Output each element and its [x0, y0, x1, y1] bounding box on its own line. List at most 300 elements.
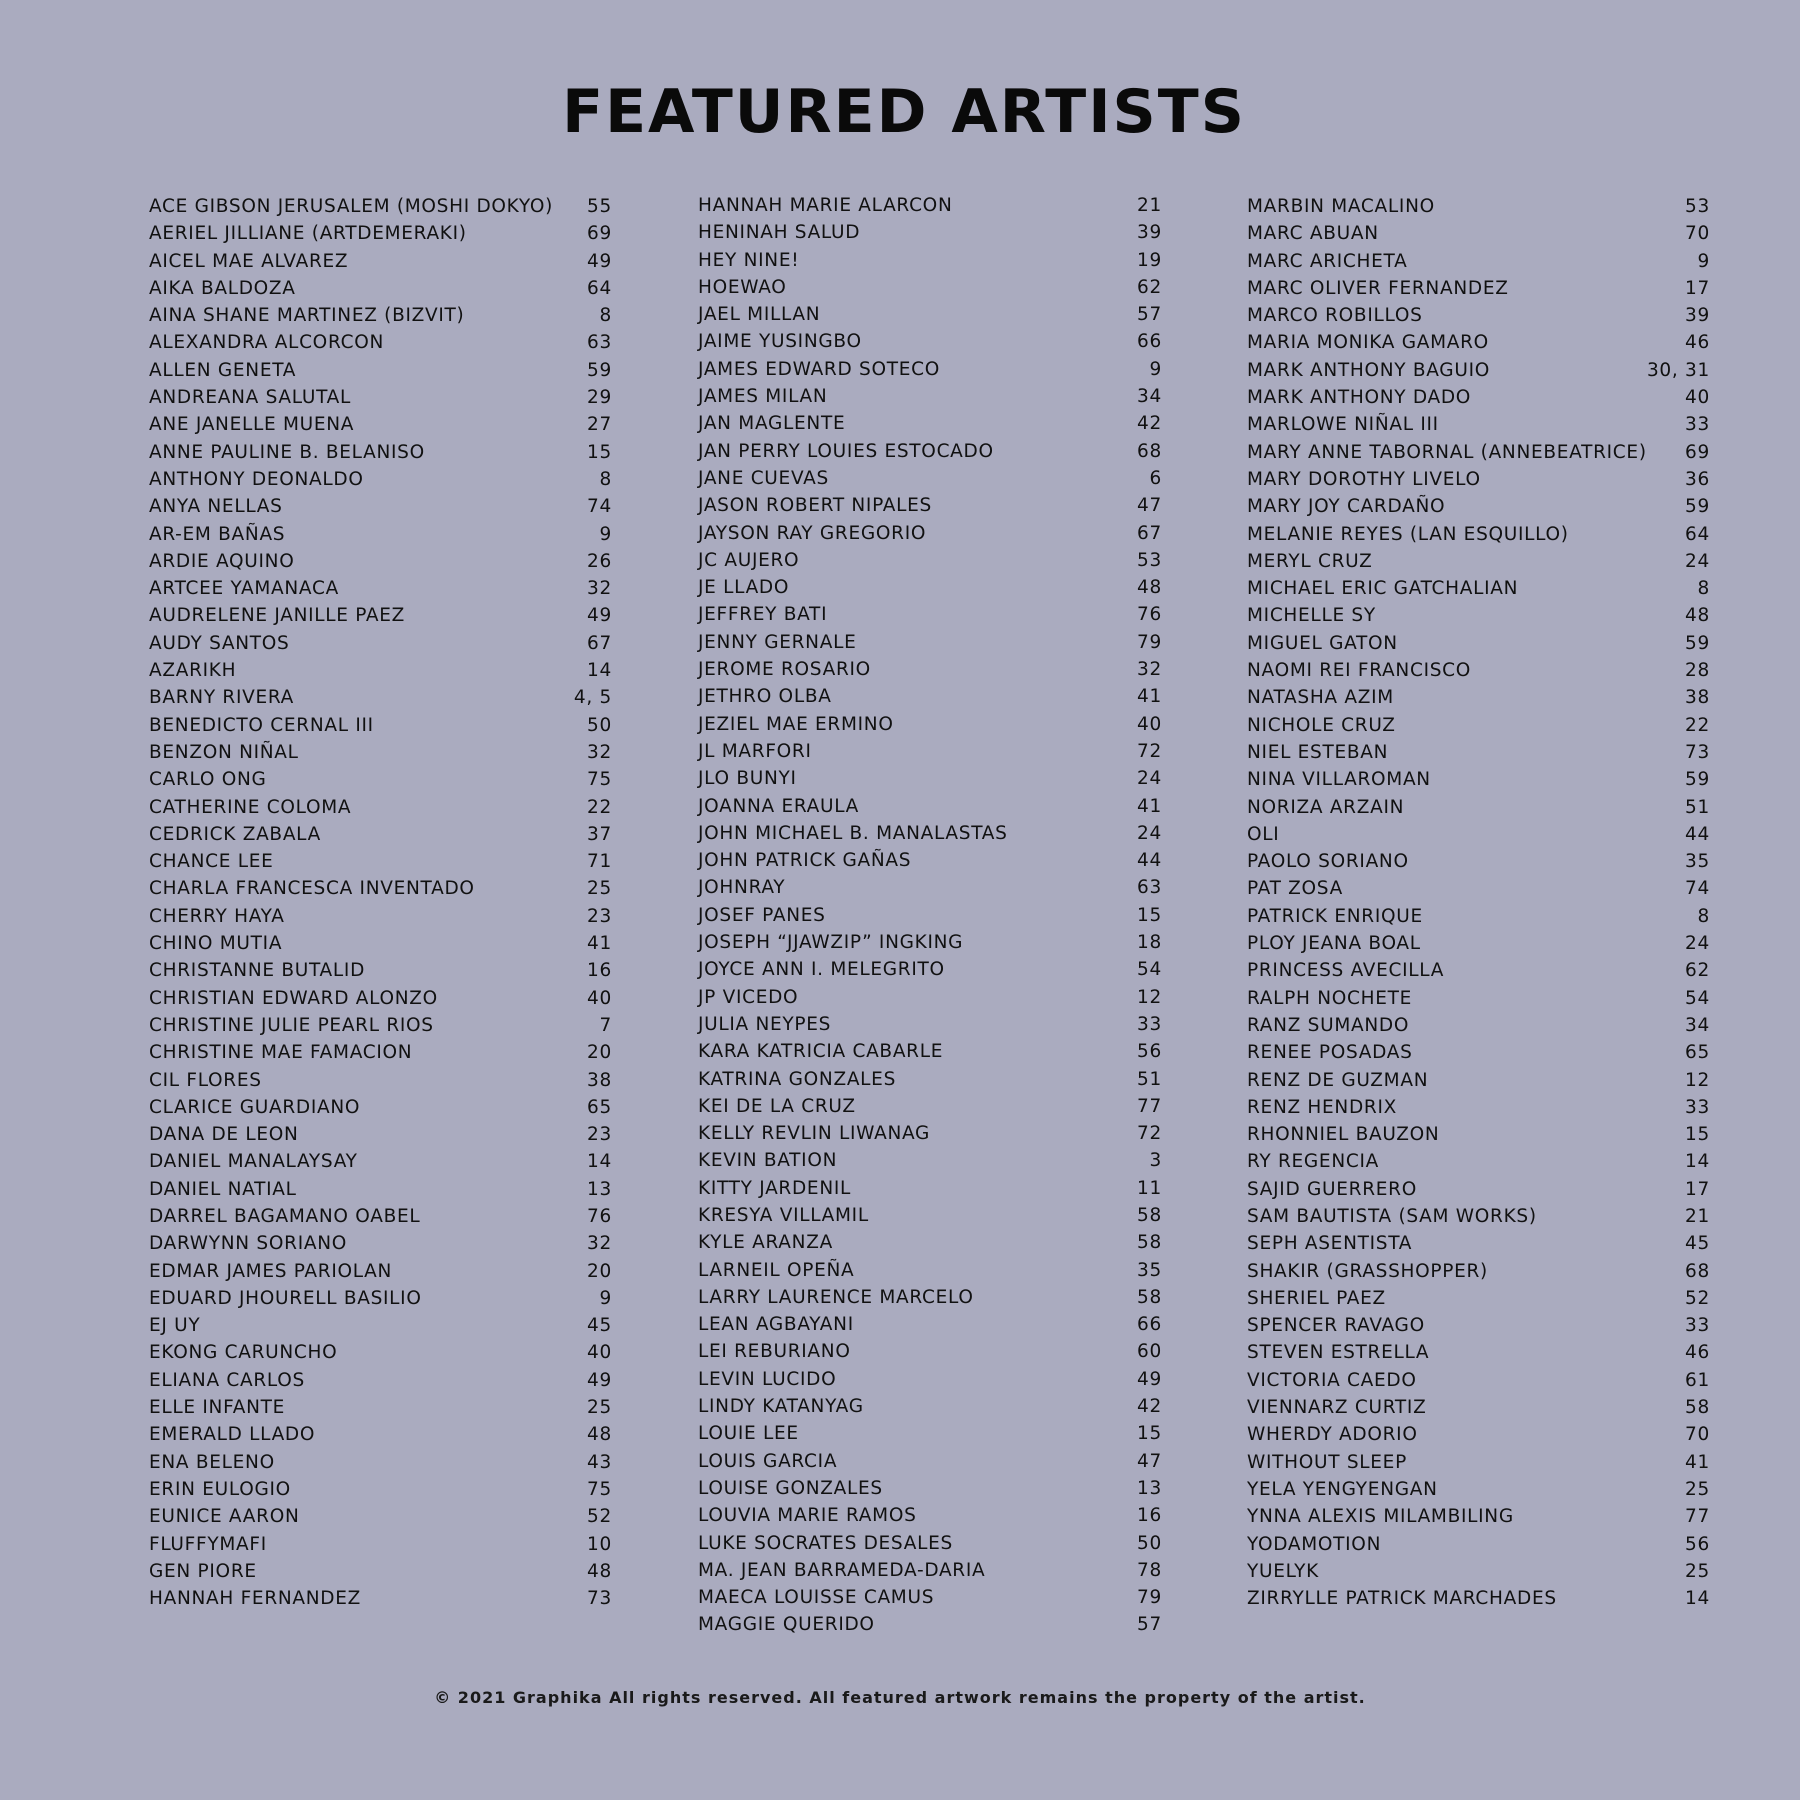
artist-name: JASON ROBERT NIPALES [698, 495, 932, 517]
artist-name: PAT ZOSA [1247, 878, 1343, 900]
artist-name: SAM BAUTISTA (SAM WORKS) [1247, 1205, 1537, 1227]
page-number: 13 [587, 1178, 612, 1200]
page-number: 41 [587, 933, 612, 955]
page-number: 79 [1137, 631, 1162, 653]
artist-name: JAIME YUSINGBO [698, 331, 862, 353]
page-number: 24 [1685, 933, 1710, 955]
page-number: 58 [1137, 1286, 1162, 1308]
artist-entry [1247, 848, 1710, 875]
artist-entry [1247, 357, 1710, 384]
artist-column-2 [698, 192, 1162, 1639]
artist-entry [698, 438, 1162, 465]
page-number: 20 [587, 1260, 612, 1282]
artist-entry [1247, 1012, 1710, 1039]
artist-name: PRINCESS AVECILLA [1247, 960, 1445, 982]
artist-name: KATRINA GONZALES [698, 1068, 897, 1090]
artist-name: MARC ABUAN [1247, 223, 1379, 245]
page-number: 23 [587, 905, 612, 927]
artist-name: RANZ SUMANDO [1247, 1014, 1410, 1036]
artist-entry [698, 929, 1162, 956]
page-number: 44 [1137, 850, 1162, 872]
artist-name: ACE GIBSON JERUSALEM (MOSHI DOKYO) [149, 196, 553, 217]
artist-entry [149, 193, 612, 220]
page-number: 59 [1685, 496, 1710, 518]
artist-name: MARK ANTHONY DADO [1247, 387, 1472, 409]
page-number: 69 [587, 223, 612, 245]
artist-name: LOUIS GARCIA [698, 1450, 838, 1472]
artist-name: BARNY RIVERA [149, 687, 295, 709]
artist-entry [1247, 766, 1710, 793]
artist-name: LINDY KATANYAG [698, 1396, 864, 1418]
artist-name: ALLEN GENETA [149, 359, 297, 381]
artist-name: ANDREANA SALUTAL [149, 387, 352, 409]
page-number: 28 [1685, 660, 1710, 682]
artist-name: BENZON NIÑAL [149, 741, 299, 763]
artist-name: PAOLO SORIANO [1247, 851, 1409, 873]
artist-entry [149, 821, 612, 848]
page-number: 46 [1685, 1342, 1710, 1364]
artist-entry [1247, 548, 1710, 575]
artist-entry [698, 1011, 1162, 1038]
page-number: 48 [1685, 605, 1710, 627]
artist-name: AUDY SANTOS [149, 632, 290, 654]
artist-entry [1247, 1394, 1710, 1421]
artist-name: RENZ DE GUZMAN [1247, 1069, 1429, 1091]
page-number: 15 [587, 441, 612, 463]
artist-entry [698, 547, 1162, 574]
page-number: 40 [1137, 713, 1162, 735]
page-number: 58 [1137, 1204, 1162, 1226]
artist-name: MA. JEAN BARRAMEDA-DARIA [698, 1559, 986, 1581]
artist-entry [698, 328, 1162, 355]
artist-entry [1247, 220, 1710, 247]
page-number: 16 [1137, 1505, 1162, 1527]
artist-column-1 [149, 193, 612, 1612]
artist-name: AZARIKH [149, 660, 237, 682]
page-number: 53 [1137, 549, 1162, 571]
artist-name: MARC OLIVER FERNANDEZ [1247, 277, 1509, 299]
artist-name: BENEDICTO CERNAL III [149, 714, 374, 736]
artist-name: JAMES MILAN [698, 386, 828, 408]
page-number: 47 [1137, 1450, 1162, 1472]
artist-name: LARRY LAURENCE MARCELO [698, 1286, 974, 1308]
artist-entry [1247, 411, 1710, 438]
page-number: 12 [1137, 986, 1162, 1008]
artist-entry [1247, 1531, 1710, 1558]
page-number: 22 [587, 796, 612, 818]
page-number: 54 [1137, 959, 1162, 981]
page-number: 63 [1137, 877, 1162, 899]
artist-name: YNNA ALEXIS MILAMBILING [1247, 1506, 1514, 1528]
page-number: 57 [1137, 1614, 1162, 1636]
artist-name: KARA KATRICIA CABARLE [698, 1041, 944, 1063]
page-title: FEATURED ARTISTS [562, 77, 1246, 147]
artist-entry [1247, 1585, 1710, 1612]
artist-entry [1247, 521, 1710, 548]
artist-name: HEY NINE! [698, 249, 800, 271]
artist-name: JAN PERRY LOUIES ESTOCADO [698, 440, 994, 462]
artist-name: MARK ANTHONY BAGUIO [1247, 359, 1490, 381]
artist-entry [698, 219, 1162, 246]
artist-entry [698, 301, 1162, 328]
page-number: 33 [1685, 414, 1710, 436]
page-number: 60 [1137, 1341, 1162, 1363]
page-number: 45 [587, 1315, 612, 1337]
page-number: 24 [1137, 822, 1162, 844]
artist-entry [149, 602, 612, 629]
artist-name: ANNE PAULINE B. BELANISO [149, 441, 425, 463]
artist-entry [1247, 302, 1710, 329]
artist-entry [1247, 821, 1710, 848]
page-number: 32 [587, 741, 612, 763]
page-number: 74 [587, 496, 612, 518]
artist-entry [698, 902, 1162, 929]
artist-name: JAN MAGLENTE [698, 413, 846, 435]
page-number: 34 [1685, 1014, 1710, 1036]
page-number: 68 [1137, 440, 1162, 462]
page-number: 11 [1137, 1177, 1162, 1199]
page-number: 50 [1137, 1532, 1162, 1554]
artist-name: MARY JOY CARDAÑO [1247, 496, 1446, 518]
artist-name: HANNAH MARIE ALARCON [698, 195, 953, 216]
page-number: 8 [1697, 905, 1710, 927]
page-number: 12 [1685, 1069, 1710, 1091]
page-number: 64 [1685, 523, 1710, 545]
artist-name: MARY DOROTHY LIVELO [1247, 468, 1481, 490]
artist-name: CATHERINE COLOMA [149, 796, 352, 818]
artist-name: CHANCE LEE [149, 851, 274, 873]
artist-name: RY REGENCIA [1247, 1151, 1379, 1173]
page-number: 26 [587, 550, 612, 572]
artist-entry [698, 793, 1162, 820]
artist-entry [1247, 1339, 1710, 1366]
artist-name: YODAMOTION [1247, 1533, 1382, 1555]
artist-entry [698, 247, 1162, 274]
artist-name: MIGUEL GATON [1247, 632, 1398, 654]
artist-name: LEAN AGBAYANI [698, 1314, 854, 1336]
artist-entry [698, 1311, 1162, 1338]
artist-entry [698, 274, 1162, 301]
artist-entry [1247, 1476, 1710, 1503]
page-number: 58 [1137, 1232, 1162, 1254]
artist-name: ELLE INFANTE [149, 1397, 285, 1419]
page-number: 52 [1685, 1287, 1710, 1309]
page-number: 70 [1685, 1424, 1710, 1446]
page-number: 34 [1137, 386, 1162, 408]
artist-name: JENNY GERNALE [698, 631, 857, 653]
artist-entry [1247, 275, 1710, 302]
artist-name: WHERDY ADORIO [1247, 1424, 1418, 1446]
artist-name: YUELYK [1247, 1560, 1320, 1582]
artist-entry [698, 356, 1162, 383]
artist-name: RENEE POSADAS [1247, 1042, 1413, 1064]
artist-name: YELA YENGYENGAN [1247, 1478, 1438, 1500]
artist-name: EMERALD LLADO [149, 1424, 316, 1446]
artist-entry [698, 192, 1162, 219]
page-number: 38 [587, 1069, 612, 1091]
artist-entry [149, 248, 612, 275]
page-number: 41 [1137, 795, 1162, 817]
artist-entry [1247, 1367, 1710, 1394]
artist-name: CEDRICK ZABALA [149, 823, 321, 845]
artist-entry [1247, 684, 1710, 711]
artist-name: MARBIN MACALINO [1247, 196, 1435, 217]
artist-entry [1247, 1094, 1710, 1121]
artist-entry [149, 1039, 612, 1066]
page-number: 69 [1685, 441, 1710, 463]
artist-name: MERYL CRUZ [1247, 550, 1373, 572]
artist-entry [149, 548, 612, 575]
artist-entry [698, 683, 1162, 710]
artist-entry [1247, 1258, 1710, 1285]
page-number: 61 [1685, 1369, 1710, 1391]
page-number: 48 [587, 1560, 612, 1582]
artist-name: MAECA LOUISSE CAMUS [698, 1587, 935, 1609]
artist-entry [698, 1284, 1162, 1311]
artist-entry [149, 1367, 612, 1394]
artist-entry [698, 1584, 1162, 1611]
page-number: 37 [587, 823, 612, 845]
artist-entry [698, 574, 1162, 601]
artist-entry [698, 1366, 1162, 1393]
artist-entry [149, 329, 612, 356]
artist-name: JANE CUEVAS [698, 467, 829, 489]
artist-entry [1247, 1503, 1710, 1530]
artist-name: JAEL MILLAN [698, 304, 821, 326]
page-number: 17 [1685, 277, 1710, 299]
page-number: 42 [1137, 413, 1162, 435]
page-number: 9 [599, 523, 612, 545]
artist-name: JLO BUNYI [698, 768, 797, 790]
page-number: 22 [1685, 714, 1710, 736]
artist-name: HOEWAO [698, 276, 787, 298]
artist-entry [149, 1067, 612, 1094]
page-number: 63 [587, 332, 612, 354]
artist-name: JC AUJERO [698, 549, 800, 571]
artist-entry [149, 1339, 612, 1366]
artist-entry [149, 1312, 612, 1339]
artist-entry [149, 220, 612, 247]
artist-entry [1247, 903, 1710, 930]
page-number: 67 [587, 632, 612, 654]
page-number: 45 [1685, 1233, 1710, 1255]
page-number: 9 [1697, 250, 1710, 272]
artist-name: CHRISTANNE BUTALID [149, 960, 366, 982]
page-number: 76 [1137, 604, 1162, 626]
artist-entry [149, 466, 612, 493]
artist-name: CHARLA FRANCESCA INVENTADO [149, 878, 475, 900]
page-number: 19 [1137, 249, 1162, 271]
page-number: 74 [1685, 878, 1710, 900]
artist-entry [698, 1502, 1162, 1529]
artist-entry [1247, 1449, 1710, 1476]
artist-entry [698, 1120, 1162, 1147]
artist-entry [698, 465, 1162, 492]
artist-name: SAJID GUERRERO [1247, 1178, 1417, 1200]
page-number: 54 [1685, 987, 1710, 1009]
artist-entry [698, 874, 1162, 901]
page-number: 70 [1685, 223, 1710, 245]
artist-name: MAGGIE QUERIDO [698, 1614, 875, 1636]
artist-entry [698, 383, 1162, 410]
artist-name: ANYA NELLAS [149, 496, 283, 518]
artist-entry [698, 1393, 1162, 1420]
artist-name: LUKE SOCRATES DESALES [698, 1532, 953, 1554]
artist-name: JEZIEL MAE ERMINO [698, 713, 894, 735]
page-number: 59 [1685, 769, 1710, 791]
page-number: 49 [587, 1369, 612, 1391]
artist-entry [149, 1476, 612, 1503]
artist-entry [149, 1176, 612, 1203]
artist-name: CHRISTINE MAE FAMACION [149, 1042, 413, 1064]
page-number: 44 [1685, 823, 1710, 845]
page-number: 75 [587, 1478, 612, 1500]
artist-entry [149, 739, 612, 766]
page-number: 42 [1137, 1396, 1162, 1418]
page-number: 14 [1685, 1151, 1710, 1173]
page-number: 21 [1137, 195, 1162, 216]
artist-name: EUNICE AARON [149, 1506, 300, 1528]
artist-entry [1247, 493, 1710, 520]
artist-name: MICHAEL ERIC GATCHALIAN [1247, 578, 1519, 600]
artist-name: CARLO ONG [149, 769, 267, 791]
page-number: 23 [587, 1124, 612, 1146]
page-number: 50 [587, 714, 612, 736]
page-number: 9 [599, 1287, 612, 1309]
artist-name: NICHOLE CRUZ [1247, 714, 1396, 736]
artist-name: ALEXANDRA ALCORCON [149, 332, 384, 354]
artist-entry [149, 1394, 612, 1421]
artist-entry [1247, 575, 1710, 602]
page-number: 46 [1685, 332, 1710, 354]
page-number: 35 [1685, 851, 1710, 873]
artist-entry [149, 1585, 612, 1612]
artist-entry [1247, 1312, 1710, 1339]
artist-entry [698, 1338, 1162, 1365]
page-number: 48 [587, 1424, 612, 1446]
artist-name: CHERRY HAYA [149, 905, 285, 927]
artist-name: CIL FLORES [149, 1069, 262, 1091]
artist-name: MELANIE REYES (LAN ESQUILLO) [1247, 523, 1569, 545]
artist-name: EKONG CARUNCHO [149, 1342, 338, 1364]
artist-entry [698, 1066, 1162, 1093]
artist-entry [149, 1121, 612, 1148]
artist-name: AR-EM BAÑAS [149, 523, 286, 545]
artist-entry [1247, 1039, 1710, 1066]
artist-entry [1247, 1067, 1710, 1094]
artist-entry [1247, 384, 1710, 411]
artist-entry [149, 411, 612, 438]
artist-name: NINA VILLAROMAN [1247, 769, 1431, 791]
artist-name: JOSEPH “JJAWZIP” INGKING [698, 932, 964, 954]
artist-name: DANIEL MANALAYSAY [149, 1151, 358, 1173]
page-number: 39 [1685, 305, 1710, 327]
artist-entry [1247, 1121, 1710, 1148]
page-number: 47 [1137, 495, 1162, 517]
page-number: 15 [1685, 1124, 1710, 1146]
artist-name: JOHN PATRICK GAÑAS [698, 850, 912, 872]
artist-entry [1247, 329, 1710, 356]
artist-name: MARIA MONIKA GAMARO [1247, 332, 1489, 354]
page-number: 8 [599, 305, 612, 327]
artist-name: ANE JANELLE MUENA [149, 414, 355, 436]
artist-entry [698, 1611, 1162, 1638]
artist-entry [149, 1094, 612, 1121]
artist-entry [698, 1229, 1162, 1256]
artist-entry [698, 1202, 1162, 1229]
page-number: 29 [587, 387, 612, 409]
artist-name: EJ UY [149, 1315, 201, 1337]
artist-entry [1247, 657, 1710, 684]
artist-name: ERIN EULOGIO [149, 1478, 291, 1500]
artist-name: NATASHA AZIM [1247, 687, 1394, 709]
page-number: 25 [1685, 1560, 1710, 1582]
page-number: 40 [587, 987, 612, 1009]
page-number: 21 [1685, 1205, 1710, 1227]
artist-name: NIEL ESTEBAN [1247, 741, 1389, 763]
artist-name: JULIA NEYPES [698, 1013, 832, 1035]
artist-entry [149, 521, 612, 548]
artist-entry [149, 930, 612, 957]
page-number: 16 [587, 960, 612, 982]
page-number: 36 [1685, 468, 1710, 490]
page-number: 65 [1685, 1042, 1710, 1064]
artist-entry [1247, 1148, 1710, 1175]
artist-entry [698, 711, 1162, 738]
artist-entry [698, 984, 1162, 1011]
artist-name: SEPH ASENTISTA [1247, 1233, 1413, 1255]
artist-entry [149, 1503, 612, 1530]
artist-name: ARTCEE YAMANACA [149, 578, 339, 600]
artist-name: KEI DE LA CRUZ [698, 1095, 856, 1117]
artist-entry [149, 1258, 612, 1285]
artist-entry [698, 1257, 1162, 1284]
page-number: 77 [1137, 1095, 1162, 1117]
artist-entry [698, 820, 1162, 847]
page-number: 32 [1137, 659, 1162, 681]
artist-entry [149, 875, 612, 902]
artist-column-3 [1247, 193, 1710, 1612]
page-number: 52 [587, 1506, 612, 1528]
artist-name: DANA DE LEON [149, 1124, 299, 1146]
page-number: 25 [587, 1397, 612, 1419]
page-number: 73 [1685, 741, 1710, 763]
artist-name: DARWYNN SORIANO [149, 1233, 348, 1255]
page-number: 8 [599, 468, 612, 490]
page-number: 71 [587, 851, 612, 873]
artist-name: KELLY REVLIN LIWANAG [698, 1123, 931, 1145]
artist-entry [149, 302, 612, 329]
artist-name: VIENNARZ CURTIZ [1247, 1397, 1427, 1419]
artist-entry [1247, 875, 1710, 902]
artist-name: LOUIE LEE [698, 1423, 799, 1445]
artist-name: STEVEN ESTRELLA [1247, 1342, 1430, 1364]
artist-entry [698, 1175, 1162, 1202]
artist-name: KYLE ARANZA [698, 1232, 833, 1254]
artist-name: RENZ HENDRIX [1247, 1096, 1398, 1118]
artist-entry [149, 712, 612, 739]
page-number: 33 [1137, 1013, 1162, 1035]
artist-entry [149, 848, 612, 875]
page-number: 53 [1685, 196, 1710, 217]
artist-name: AICEL MAE ALVAREZ [149, 250, 349, 272]
page-number: 62 [1685, 960, 1710, 982]
artist-entry [698, 410, 1162, 437]
page-number: 7 [599, 1014, 612, 1036]
artist-entry [1247, 1285, 1710, 1312]
artist-entry [149, 684, 612, 711]
artist-name: SPENCER RAVAGO [1247, 1315, 1425, 1337]
